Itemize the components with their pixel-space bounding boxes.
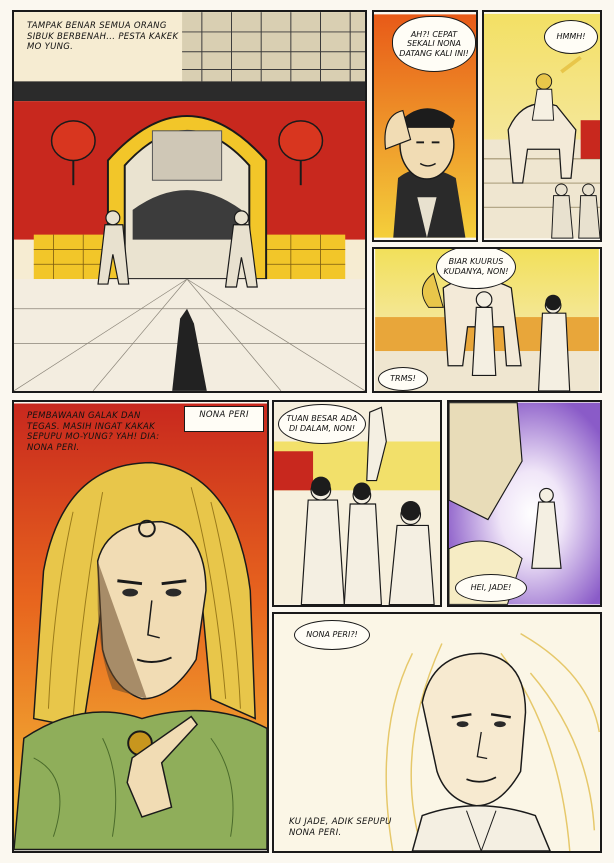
panel-guards [272, 400, 442, 607]
jade-glow-art [449, 402, 600, 605]
panel-surprised-man [372, 10, 478, 242]
panel6-speech-bubble: TUAN BESAR ADA DI DALAM, NON! [278, 404, 366, 444]
panel2-speech-bubble: AH?! CEPAT SEKALI NONA DATANG KALI INI! [392, 16, 476, 72]
panel8-speech-bubble: NONA PERI?! [294, 620, 370, 650]
panel4-speech-bubble-top: BIAR KUURUS KUDANYA, NON! [436, 247, 516, 289]
panel5-caption: PEMBAWAAN GALAK DAN TEGAS. MASIH INGAT KAKAK SEPUPU MO-YUNG? YAH! DIA: NONA PERI. [27, 411, 160, 453]
panel5-caption-right: NONA PERI [184, 406, 264, 432]
panel-jade-glow [447, 400, 602, 607]
panel3-speech-bubble: HMMH! [544, 20, 598, 54]
panel-nona-peri [12, 400, 269, 853]
panel-gate [12, 10, 367, 393]
panel-jade-portrait [272, 612, 602, 853]
panel-horseman [482, 10, 602, 242]
panel-horse-servant [372, 247, 602, 393]
panel1-caption: TAMPAK BENAR SEMUA ORANG SIBUK BERBENAH... PESTA KAKEK MO YUNG. [27, 21, 179, 53]
panel4-speech-bubble-bottom: TRMS! [378, 367, 428, 391]
panel8-caption: KU JADE, ADIK SEPUPU NONA PERI. [289, 817, 392, 838]
panel7-speech-bubble: HEI, JADE! [455, 574, 527, 602]
nona-peri-art [14, 402, 267, 851]
